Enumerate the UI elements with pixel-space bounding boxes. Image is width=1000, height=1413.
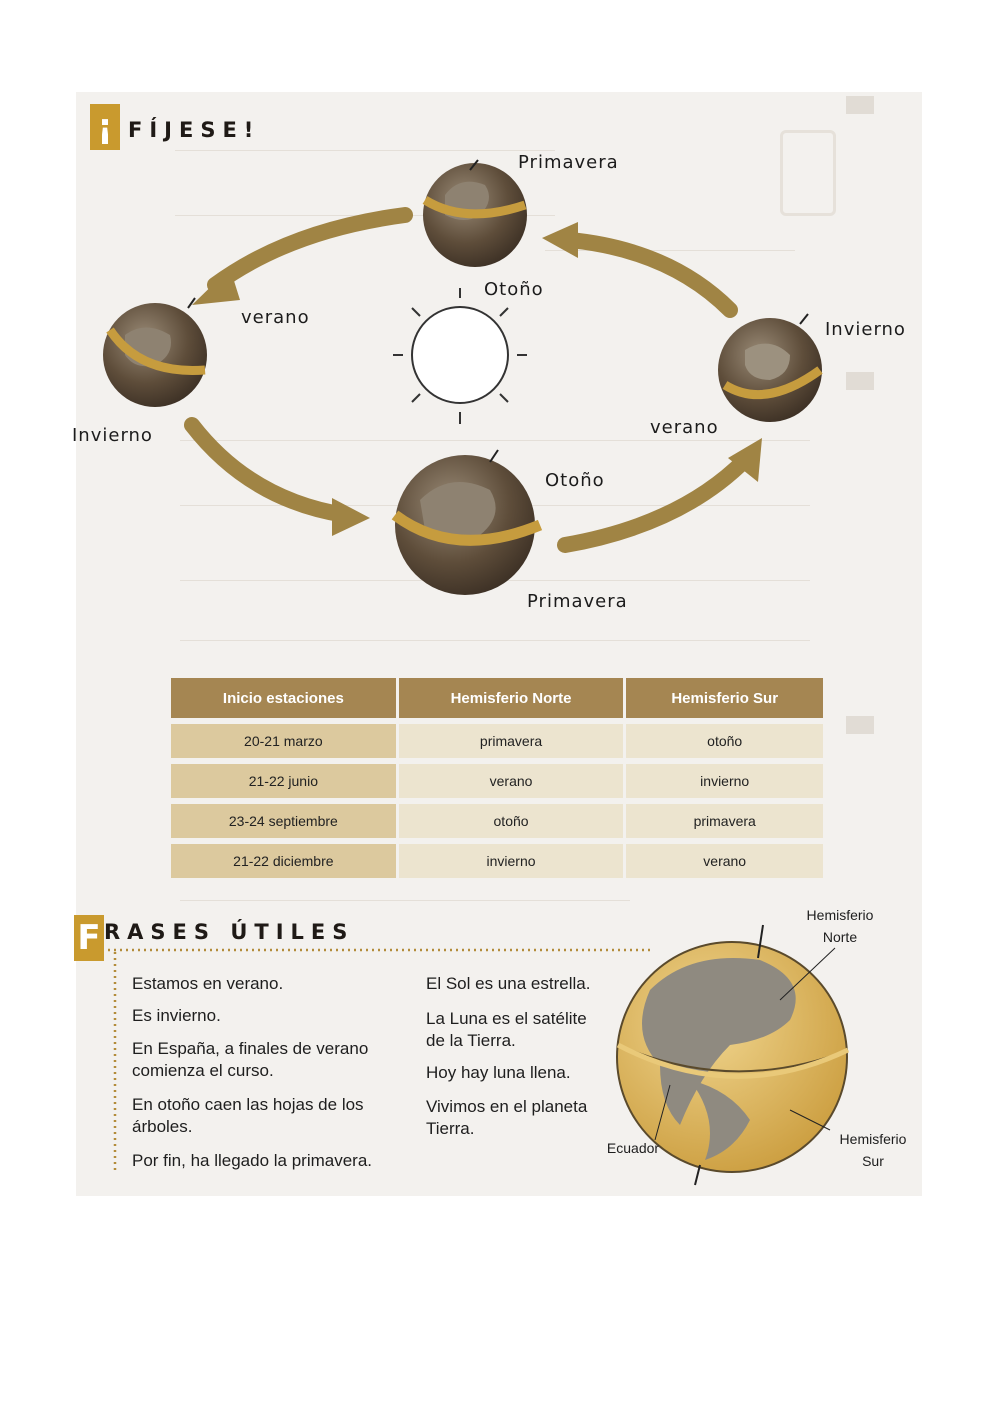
label-invierno-right: Invierno: [825, 319, 906, 340]
cell-date: 20-21 marzo: [171, 724, 399, 758]
arrowhead-left-bottom: [332, 498, 370, 536]
cell-sur: primavera: [626, 804, 823, 838]
label-verano-right: verano: [650, 417, 719, 438]
earth-globe-top-icon: [423, 160, 527, 267]
earth-globe-right-icon: [718, 314, 822, 422]
fijese-icon: ¡: [90, 104, 120, 150]
cell-norte: otoño: [399, 804, 627, 838]
table-row: [171, 724, 823, 758]
earth-globe-left-icon: [103, 298, 207, 407]
cell-norte: invierno: [399, 844, 627, 878]
cell-date: 23-24 septiembre: [171, 804, 399, 838]
label-primavera-bottom: Primavera: [527, 591, 628, 612]
header-hemisferio-sur: Hemisferio Sur: [626, 678, 823, 718]
orbit-arrow-top-left: [215, 215, 405, 285]
phrase-left-1: Estamos en verano.: [132, 974, 284, 993]
phrase-left-4: comienza el curso.: [132, 1061, 274, 1080]
phrase-left-6: árboles.: [132, 1117, 193, 1136]
phrase-right-5: Vivimos en el planeta: [426, 1097, 588, 1116]
cell-date: 21-22 junio: [171, 764, 399, 798]
cell-sur: verano: [626, 844, 823, 878]
label-otono-bottom: Otoño: [545, 470, 605, 491]
table-row: [171, 804, 823, 838]
phrase-left-5: En otoño caen las hojas de los: [132, 1095, 364, 1114]
phrase-right-2: La Luna es el satélite: [426, 1009, 587, 1028]
phrase-left-2: Es invierno.: [132, 1006, 221, 1025]
header-hemisferio-norte: Hemisferio Norte: [399, 678, 627, 718]
seasons-table: [171, 672, 823, 884]
label-primavera-top: Primavera: [518, 152, 619, 173]
phrase-right-6: Tierra.: [426, 1119, 475, 1138]
label-verano-left: verano: [241, 307, 310, 328]
earth-globe-bottom-icon: [395, 450, 540, 595]
label-hemisferio-norte: Hemisferio Norte: [806, 907, 874, 945]
frases-icon: F: [74, 915, 104, 961]
table-row: [171, 764, 823, 798]
phrase-left-7: Por fin, ha llegado la primavera.: [132, 1151, 373, 1170]
label-ecuador: Ecuador: [606, 1140, 660, 1156]
orbit-arrow-right-top: [570, 240, 730, 310]
label-hemisferio-sur: Hemisferio Sur: [839, 1131, 907, 1169]
fijese-title: FÍJESE!: [128, 118, 261, 142]
table-header-row: [171, 678, 823, 718]
cell-norte: primavera: [399, 724, 627, 758]
cell-sur: invierno: [626, 764, 823, 798]
label-otono-center: Otoño: [484, 279, 544, 300]
cell-norte: verano: [399, 764, 627, 798]
phrase-right-4: Hoy hay luna llena.: [426, 1063, 571, 1082]
table-row: [171, 844, 823, 878]
cell-sur: otoño: [626, 724, 823, 758]
phrase-left-3: En España, a finales de verano: [132, 1039, 369, 1058]
orbit-arrow-left-bottom: [192, 425, 345, 515]
phrase-right-1: El Sol es una estrella.: [426, 974, 591, 993]
sun-icon: [393, 288, 527, 424]
frases-title: RASES ÚTILES: [104, 920, 355, 944]
label-invierno-left: Invierno: [72, 425, 153, 446]
cell-date: 21-22 diciembre: [171, 844, 399, 878]
arrowhead-right-top: [542, 222, 578, 258]
phrase-right-3: de la Tierra.: [426, 1031, 516, 1050]
header-inicio-estaciones: Inicio estaciones: [171, 678, 399, 718]
